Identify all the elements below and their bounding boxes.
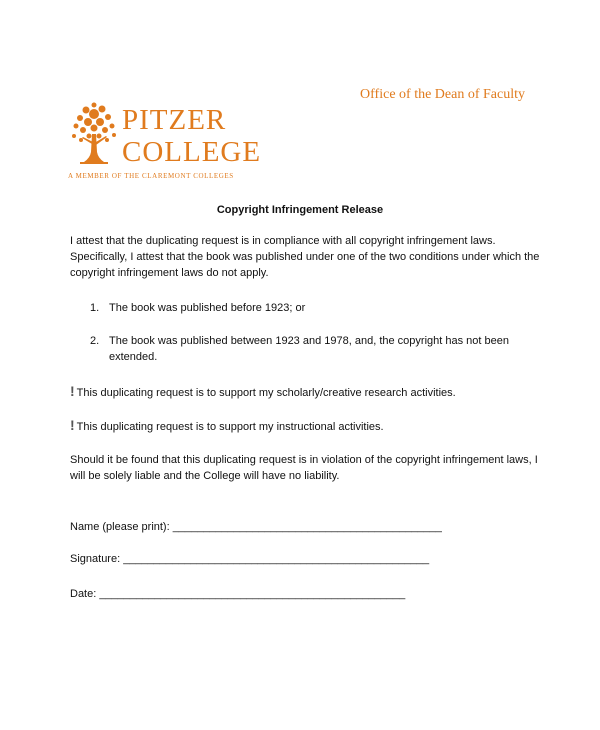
date-field[interactable] — [70, 588, 405, 600]
condition-text: The book was published before 1923; or — [109, 302, 306, 314]
signature-field[interactable] — [70, 553, 429, 565]
condition-number: 2. — [90, 335, 100, 347]
logo-tagline: A MEMBER OF THE CLAREMONT COLLEGES — [68, 172, 234, 180]
intro-line: copyright infringement laws do not apply. — [70, 267, 269, 279]
condition-number: 1. — [90, 302, 100, 314]
condition-item-1 — [90, 300, 305, 316]
date-field-blank[interactable]: __________________________________________________ — [99, 588, 406, 600]
logo-line-pitzer: PITZER — [122, 104, 227, 136]
checkbox-label: This duplicating request is to support my instructional activities. — [76, 421, 384, 433]
pitzer-college-logo — [66, 98, 262, 188]
checkbox-research-activities[interactable] — [70, 383, 456, 401]
intro-line: I attest that the duplicating request is in compliance with all copyright infringement laws. — [70, 235, 496, 247]
signature-field-blank[interactable]: __________________________________________________ — [123, 553, 430, 565]
name-field[interactable] — [70, 521, 442, 533]
intro-line: Specifically, I attest that the book was published under one of the two conditions under which the — [70, 251, 540, 263]
checkbox-instructional-activities[interactable] — [70, 417, 384, 435]
condition-item-2 — [90, 333, 509, 365]
condition-text: The book was published between 1923 and 1978, and, the copyright has not been — [109, 335, 509, 347]
liability-line: Should it be found that this duplicating request is in violation of the copyright infringement laws, I — [70, 454, 538, 466]
liability-line: will be solely liable and the College will have no liability. — [70, 470, 340, 482]
checkbox-label: This duplicating request is to support my scholarly/creative research activities. — [76, 387, 456, 399]
liability-paragraph — [70, 452, 538, 484]
document-title: Copyright Infringement Release — [216, 204, 384, 216]
office-heading: Office of the Dean of Faculty — [360, 87, 525, 102]
signature-field-label: Signature: — [70, 553, 121, 565]
date-field-label: Date: — [70, 588, 97, 600]
name-field-label: Name (please print): — [70, 521, 170, 533]
name-field-blank[interactable]: ____________________________________________ — [172, 521, 442, 533]
tree-icon — [66, 100, 122, 170]
logo-line-college: COLLEGE — [122, 136, 262, 168]
checkbox-mark[interactable]: ! — [70, 417, 75, 433]
intro-paragraph — [70, 233, 539, 281]
condition-text-continued: extended. — [109, 351, 158, 363]
checkbox-mark[interactable]: ! — [70, 383, 75, 399]
